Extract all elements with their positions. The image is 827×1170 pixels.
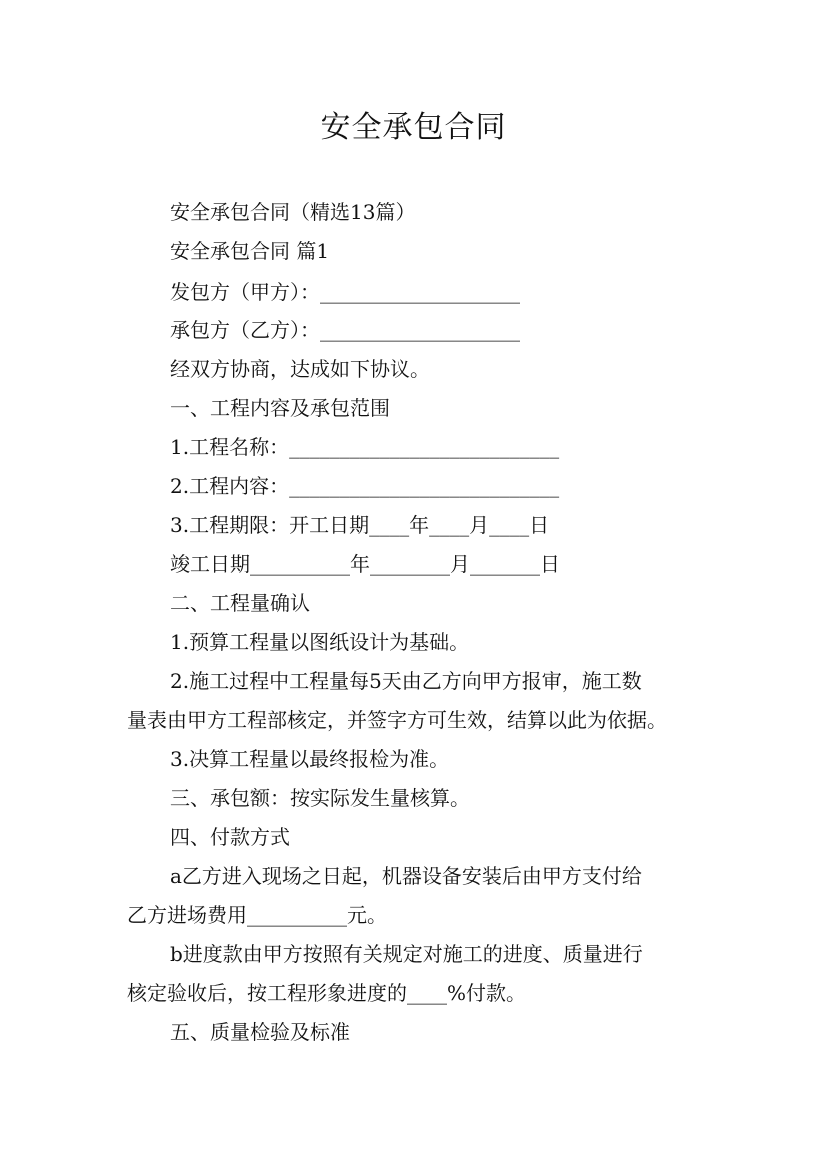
heading-1: 一、工程内容及承包范围 — [170, 396, 390, 420]
completion-date-line: 竣工日期__________年________月_______日 — [170, 552, 560, 576]
section-heading-line: 安全承包合同 篇1 — [170, 239, 330, 263]
party-b-line: 承包方（乙方）：____________________ — [170, 318, 520, 342]
project-content-line: 2.工程内容：___________________________ — [170, 474, 560, 498]
clause-2-2a: 2.施工过程中工程量每5天由乙方向甲方报审，施工数 — [170, 669, 642, 693]
agreement-line: 经双方协商，达成如下协议。 — [170, 357, 430, 381]
project-name-line: 1.工程名称：___________________________ — [170, 435, 560, 459]
subtitle-line: 安全承包合同（精选13篇） — [170, 200, 416, 224]
clause-4-a2: 乙方进场费用__________元。 — [127, 903, 387, 927]
project-period-line: 3.工程期限：开工日期____年____月____日 — [170, 513, 550, 537]
heading-4: 四、付款方式 — [170, 825, 290, 849]
party-a-line: 发包方（甲方）：____________________ — [170, 280, 520, 304]
heading-3: 三、承包额：按实际发生量核算。 — [170, 786, 470, 810]
clause-2-2b: 量表由甲方工程部核定，并签字方可生效，结算以此为依据。 — [127, 708, 667, 732]
heading-5: 五、质量检验及标准 — [170, 1020, 350, 1044]
clause-4-a1: a乙方进入现场之日起，机器设备安装后由甲方支付给 — [170, 864, 642, 888]
document-title: 安全承包合同 — [320, 110, 507, 145]
heading-2: 二、工程量确认 — [170, 591, 310, 615]
clause-2-3: 3.决算工程量以最终报检为准。 — [170, 747, 450, 771]
clause-4-b1: b进度款由甲方按照有关规定对施工的进度、质量进行 — [170, 942, 643, 966]
clause-2-1: 1.预算工程量以图纸设计为基础。 — [170, 630, 470, 654]
clause-4-b2: 核定验收后，按工程形象进度的____%付款。 — [127, 981, 527, 1005]
